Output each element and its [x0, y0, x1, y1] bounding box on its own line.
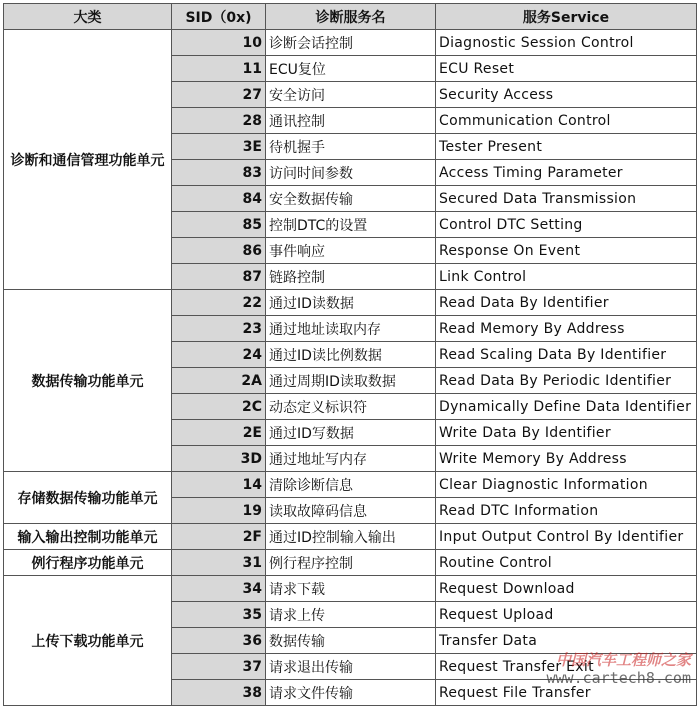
cn-name-cell: 通过ID读数据 — [266, 290, 436, 316]
category-cell: 存储数据传输功能单元 — [4, 472, 172, 524]
watermark-url: www.cartech8.com — [546, 669, 691, 687]
sid-cell: 34 — [172, 576, 266, 602]
cn-name-cell: 请求下载 — [266, 576, 436, 602]
sid-cell: 37 — [172, 654, 266, 680]
sid-cell: 2E — [172, 420, 266, 446]
en-name-cell: Request Upload — [436, 602, 697, 628]
en-name-cell: Tester Present — [436, 134, 697, 160]
cn-name-cell: 数据传输 — [266, 628, 436, 654]
cn-name-cell: 请求上传 — [266, 602, 436, 628]
header-cn-name: 诊断服务名 — [266, 4, 436, 30]
cn-name-cell: 事件响应 — [266, 238, 436, 264]
sid-cell: 11 — [172, 56, 266, 82]
en-name-cell: Read Data By Identifier — [436, 290, 697, 316]
table-row — [4, 524, 697, 550]
en-name-cell: Input Output Control By Identifier — [436, 524, 697, 550]
cn-name-cell: ECU复位 — [266, 56, 436, 82]
en-name-cell: ECU Reset — [436, 56, 697, 82]
cn-name-cell: 通过周期ID读取数据 — [266, 368, 436, 394]
en-name-cell: Link Control — [436, 264, 697, 290]
sid-cell: 36 — [172, 628, 266, 654]
sid-cell: 3E — [172, 134, 266, 160]
sid-cell: 24 — [172, 342, 266, 368]
en-name-cell: Read Scaling Data By Identifier — [436, 342, 697, 368]
cn-name-cell: 通过地址写内存 — [266, 446, 436, 472]
cn-name-cell: 控制DTC的设置 — [266, 212, 436, 238]
cn-name-cell: 清除诊断信息 — [266, 472, 436, 498]
en-name-cell: Read Data By Periodic Identifier — [436, 368, 697, 394]
sid-cell: 22 — [172, 290, 266, 316]
table-row — [4, 290, 697, 316]
category-cell: 例行程序功能单元 — [4, 550, 172, 576]
en-name-cell: Request File Transfer — [436, 680, 697, 706]
cn-name-cell: 访问时间参数 — [266, 160, 436, 186]
table-row — [4, 550, 697, 576]
header-category: 大类 — [4, 4, 172, 30]
table-row — [4, 30, 697, 56]
en-name-cell: Secured Data Transmission — [436, 186, 697, 212]
cn-name-cell: 例行程序控制 — [266, 550, 436, 576]
en-name-cell: Clear Diagnostic Information — [436, 472, 697, 498]
cn-name-cell: 读取故障码信息 — [266, 498, 436, 524]
en-name-cell: Transfer Data — [436, 628, 697, 654]
cn-name-cell: 诊断会话控制 — [266, 30, 436, 56]
uds-services-table — [3, 3, 697, 706]
en-name-cell: Dynamically Define Data Identifier — [436, 394, 697, 420]
sid-cell: 14 — [172, 472, 266, 498]
category-cell: 诊断和通信管理功能单元 — [4, 30, 172, 290]
sid-cell: 86 — [172, 238, 266, 264]
sid-cell: 38 — [172, 680, 266, 706]
cn-name-cell: 请求文件传输 — [266, 680, 436, 706]
cn-name-cell: 请求退出传输 — [266, 654, 436, 680]
cn-name-cell: 通讯控制 — [266, 108, 436, 134]
en-name-cell: Request Transfer Exit — [436, 654, 697, 680]
en-name-cell: Response On Event — [436, 238, 697, 264]
cn-name-cell: 通过地址读取内存 — [266, 316, 436, 342]
sid-cell: 10 — [172, 30, 266, 56]
category-cell: 输入输出控制功能单元 — [4, 524, 172, 550]
watermark-title: 中国汽车工程师之家 — [555, 651, 691, 669]
sid-cell: 19 — [172, 498, 266, 524]
table-row — [4, 576, 697, 602]
cn-name-cell: 通过ID控制输入输出 — [266, 524, 436, 550]
cn-name-cell: 安全访问 — [266, 82, 436, 108]
header-en-name: 服务Service — [436, 4, 697, 30]
sid-cell: 27 — [172, 82, 266, 108]
sid-cell: 83 — [172, 160, 266, 186]
en-name-cell: Communication Control — [436, 108, 697, 134]
en-name-cell: Diagnostic Session Control — [436, 30, 697, 56]
header-row — [4, 4, 697, 30]
en-name-cell: Access Timing Parameter — [436, 160, 697, 186]
en-name-cell: Read Memory By Address — [436, 316, 697, 342]
sid-cell: 28 — [172, 108, 266, 134]
sid-cell: 31 — [172, 550, 266, 576]
sid-cell: 3D — [172, 446, 266, 472]
sid-cell: 23 — [172, 316, 266, 342]
en-name-cell: Request Download — [436, 576, 697, 602]
en-name-cell: Write Memory By Address — [436, 446, 697, 472]
sid-cell: 2F — [172, 524, 266, 550]
table-body — [4, 30, 697, 706]
sid-cell: 87 — [172, 264, 266, 290]
en-name-cell: Read DTC Information — [436, 498, 697, 524]
cn-name-cell: 通过ID写数据 — [266, 420, 436, 446]
en-name-cell: Security Access — [436, 82, 697, 108]
header-sid: SID（0x) — [172, 4, 266, 30]
cn-name-cell: 待机握手 — [266, 134, 436, 160]
category-cell: 数据传输功能单元 — [4, 290, 172, 472]
sid-cell: 35 — [172, 602, 266, 628]
sid-cell: 2A — [172, 368, 266, 394]
sid-cell: 85 — [172, 212, 266, 238]
sid-cell: 84 — [172, 186, 266, 212]
category-cell: 上传下载功能单元 — [4, 576, 172, 706]
en-name-cell: Write Data By Identifier — [436, 420, 697, 446]
cn-name-cell: 安全数据传输 — [266, 186, 436, 212]
en-name-cell: Control DTC Setting — [436, 212, 697, 238]
en-name-cell: Routine Control — [436, 550, 697, 576]
cn-name-cell: 动态定义标识符 — [266, 394, 436, 420]
cn-name-cell: 通过ID读比例数据 — [266, 342, 436, 368]
table-row — [4, 472, 697, 498]
sid-cell: 2C — [172, 394, 266, 420]
cn-name-cell: 链路控制 — [266, 264, 436, 290]
